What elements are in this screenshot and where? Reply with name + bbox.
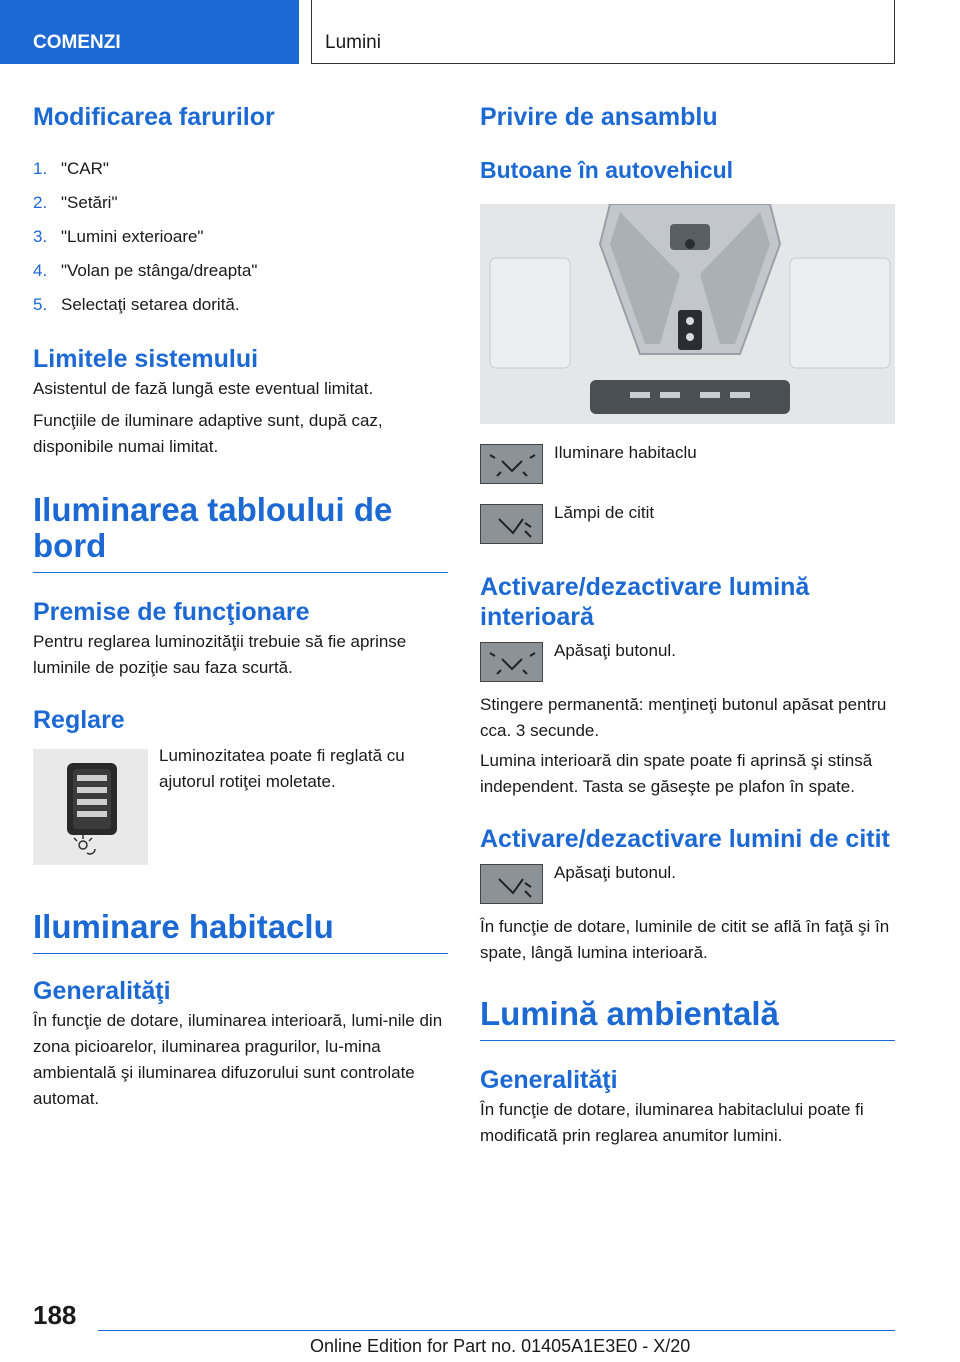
reading-light-icon bbox=[480, 864, 543, 904]
interior-lighting-title: Iluminare habitaclu bbox=[33, 909, 448, 954]
list-item bbox=[33, 152, 448, 186]
reading-lights-paragraph: În funcţie de dotare, luminile de citit se află în faţă şi în spate, lângă lumina interioară. bbox=[480, 917, 890, 962]
overview-title: Privire de ansamblu bbox=[480, 103, 718, 131]
chapter-title: Lumini bbox=[311, 0, 895, 64]
step-number: 3. bbox=[33, 227, 48, 246]
dimmer-wheel-icon bbox=[33, 749, 148, 865]
interior-light-legend bbox=[480, 444, 895, 484]
buttons-in-vehicle-title: Butoane în autovehicul bbox=[480, 157, 734, 183]
limits-title: Limitele sistemului bbox=[33, 345, 259, 373]
list-item bbox=[33, 254, 448, 288]
prerequisites-paragraph: Pentru reglarea luminozităţii trebuie să fie aprinse luminile de poziţie sau faza scurtă. bbox=[33, 632, 407, 677]
ambient-light-title: Lumină ambientală bbox=[480, 996, 895, 1041]
section-tab: COMENZI bbox=[0, 0, 299, 64]
reading-light-label: Lămpi de citit bbox=[554, 503, 655, 522]
left-column bbox=[33, 102, 448, 1112]
interior-light-icon bbox=[480, 642, 543, 682]
edition-text: Online Edition for Part no. 01405A1E3E0 - X/20 bbox=[310, 1336, 691, 1356]
step-text: "Setări" bbox=[61, 193, 118, 212]
right-column bbox=[480, 102, 895, 1149]
ambient-paragraph: În funcţie de dotare, iluminarea habitaclului poate fi modificată prin reglarea anumitor lumini. bbox=[480, 1100, 864, 1145]
roof-console-image bbox=[480, 204, 895, 424]
list-item bbox=[33, 288, 448, 322]
dashboard-lighting-title: Iluminarea tabloului de bord bbox=[33, 492, 448, 573]
toggle-interior-light-title: Activare/dezactivare lumină interioară bbox=[480, 573, 810, 631]
interior-light-icon bbox=[480, 444, 543, 484]
interior-light-label: Iluminare habitaclu bbox=[554, 443, 697, 462]
step-text: "CAR" bbox=[61, 159, 109, 178]
press-button-text: Apăsaţi butonul. bbox=[554, 863, 676, 882]
generalities-title: Generalităţi bbox=[480, 1066, 618, 1094]
step-number: 5. bbox=[33, 295, 48, 314]
step-text: "Lumini exterioare" bbox=[61, 227, 204, 246]
press-button-text: Apăsaţi butonul. bbox=[554, 641, 676, 660]
step-number: 4. bbox=[33, 261, 48, 280]
list-item bbox=[33, 186, 448, 220]
toggle-interior-row bbox=[480, 642, 895, 682]
step-text: "Volan pe stânga/dreapta" bbox=[61, 261, 258, 280]
prerequisites-title: Premise de funcţionare bbox=[33, 598, 310, 626]
reading-light-legend bbox=[480, 504, 895, 544]
step-text: Selectaţi setarea dorită. bbox=[61, 295, 240, 314]
adjust-paragraph: Luminozitatea poate fi reglată cu ajutorul rotiţei moletate. bbox=[159, 746, 405, 791]
generalities-paragraph: În funcţie de dotare, iluminarea interioară, lumi-nile din zona picioarelor, iluminarea pragurilor, lu-mina ambientală şi iluminarea difuzorului sunt controlate automat. bbox=[33, 1011, 443, 1108]
steps-list bbox=[33, 152, 448, 322]
limits-paragraph-2: Funcţiile de iluminare adaptive sunt, după caz, disponibile numai limitat. bbox=[33, 411, 383, 456]
permanent-off-paragraph: Stingere permanentă: menţineţi butonul apăsat pentru cca. 3 secunde. bbox=[480, 695, 887, 740]
footer-divider bbox=[98, 1330, 895, 1331]
dimmer-figure-row bbox=[33, 746, 448, 865]
list-item bbox=[33, 220, 448, 254]
generalities-title: Generalităţi bbox=[33, 977, 171, 1005]
adjust-title: Reglare bbox=[33, 706, 125, 734]
limits-paragraph-1: Asistentul de fază lungă este eventual limitat. bbox=[33, 379, 374, 398]
reading-light-icon bbox=[480, 504, 543, 544]
rear-light-paragraph: Lumina interioară din spate poate fi aprinsă şi stinsă independent. Tasta se găseşte pe plafon în spate. bbox=[480, 751, 873, 796]
page-number: 188 bbox=[33, 1300, 77, 1330]
toggle-reading-lights-title: Activare/dezactivare lumini de citit bbox=[480, 825, 890, 853]
toggle-reading-row bbox=[480, 864, 895, 904]
step-number: 2. bbox=[33, 193, 48, 212]
step-number: 1. bbox=[33, 159, 48, 178]
mod-headlights-title: Modificarea farurilor bbox=[33, 103, 275, 131]
